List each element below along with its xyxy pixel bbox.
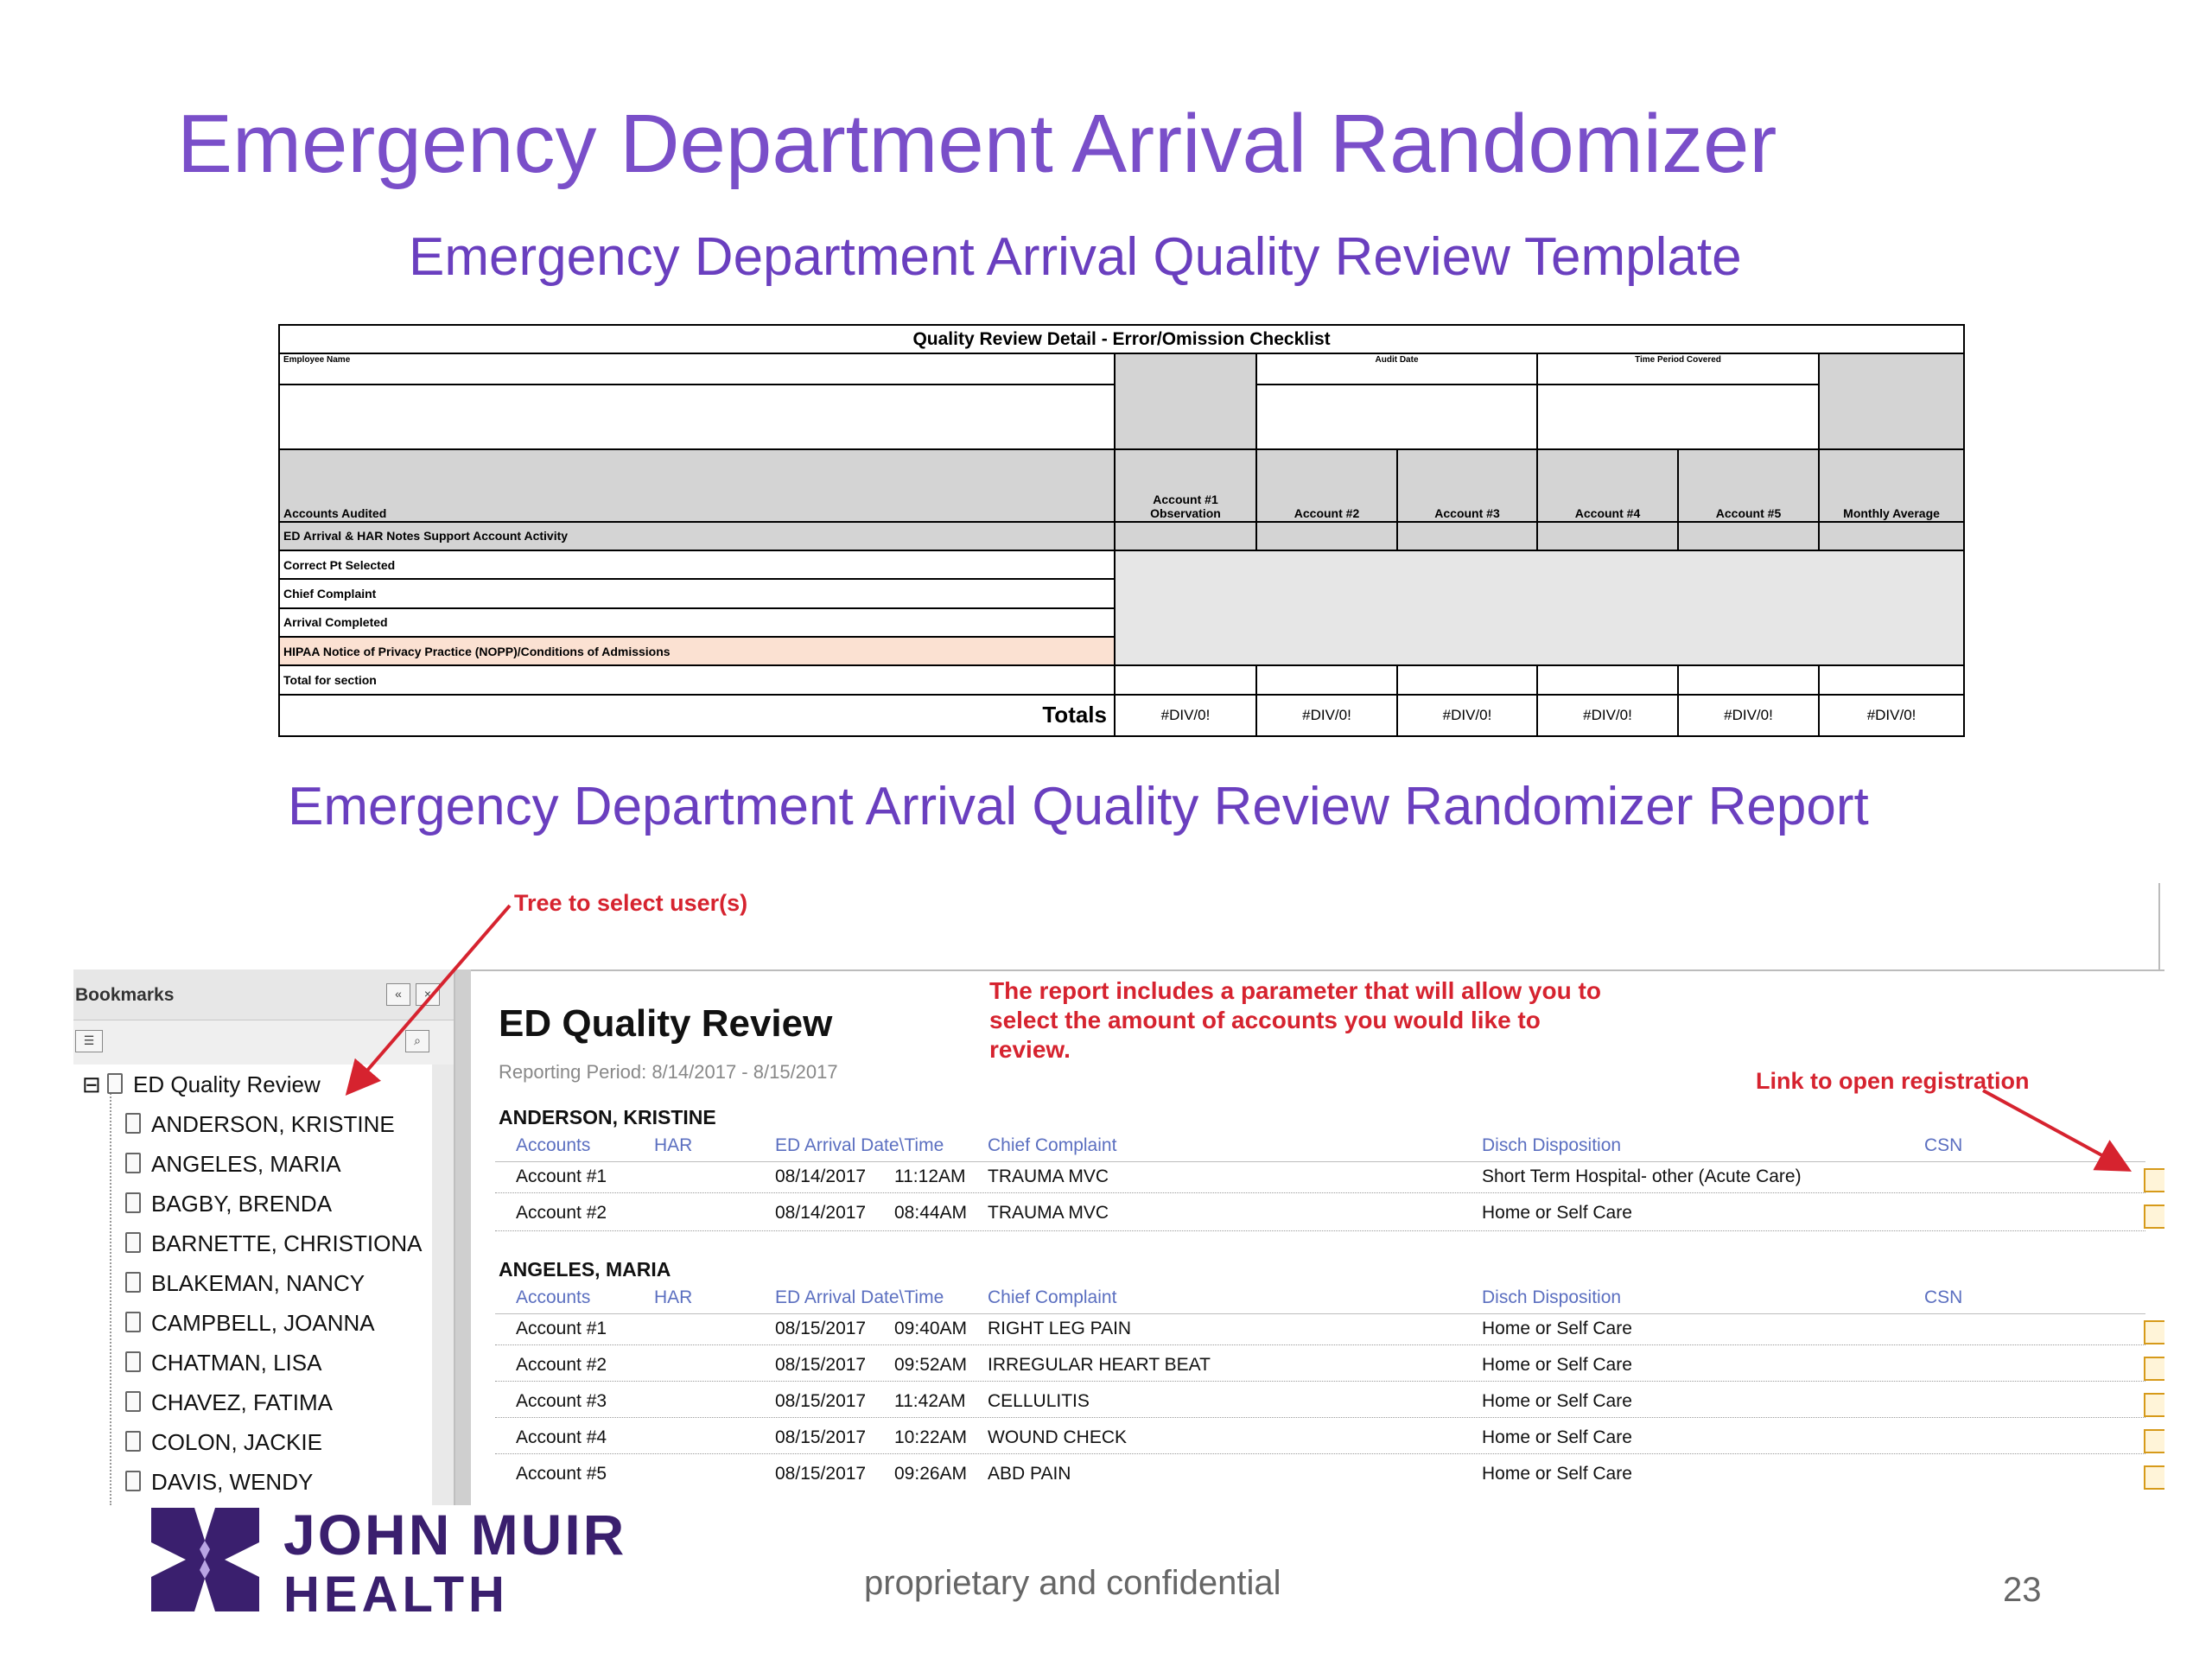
bookmarks-header: Bookmarks <box>75 985 175 1005</box>
time-cell: 08:44AM <box>894 1203 968 1223</box>
account-cell: Account #1 <box>516 1166 607 1186</box>
column-header: Account #4 <box>1537 449 1678 522</box>
date-cell: 08/15/2017 <box>775 1355 867 1375</box>
annotation-arrows <box>73 883 2164 1505</box>
reporting-period: Reporting Period: 8/14/2017 - 8/15/2017 <box>499 1061 838 1083</box>
bookmark-item[interactable]: CAMPBELL, JOANNA <box>125 1310 375 1337</box>
tree-annotation: Tree to select user(s) <box>514 890 748 916</box>
account-cell: Account #4 <box>516 1427 607 1447</box>
column-header: Chief Complaint <box>988 1287 1117 1307</box>
account-cell: Account #3 <box>516 1391 607 1411</box>
time-period-label: Time Period Covered <box>1537 353 1819 384</box>
disposition-cell: Home or Self Care <box>1482 1355 1632 1375</box>
template-subtitle: Emergency Department Arrival Quality Review Template <box>409 227 1742 287</box>
logo-wordmark-sub: HEALTH <box>283 1567 509 1623</box>
report-subtitle: Emergency Department Arrival Quality Review Randomizer Report <box>288 777 1869 836</box>
date-cell: 08/15/2017 <box>775 1319 867 1338</box>
disposition-cell: Short Term Hospital- other (Acute Care) <box>1482 1166 1802 1186</box>
group-name: ANGELES, MARIA <box>499 1258 671 1281</box>
employee-name-field[interactable] <box>279 385 1115 449</box>
audit-date-label: Audit Date <box>1256 353 1537 384</box>
bookmark-search-icon[interactable]: ⌕ <box>405 1030 429 1052</box>
column-header: Disch Disposition <box>1482 1287 1622 1307</box>
column-header: HAR <box>654 1135 693 1155</box>
complaint-cell: TRAUMA MVC <box>988 1203 1109 1223</box>
bookmark-item[interactable]: COLON, JACKIE <box>125 1429 322 1456</box>
bookmark-item[interactable]: DAVIS, WENDY <box>125 1469 313 1496</box>
column-header: CSN <box>1924 1135 1963 1155</box>
column-header: HAR <box>654 1287 693 1307</box>
tree-arrow <box>350 906 510 1090</box>
slide-title: Emergency Department Arrival Randomizer <box>177 98 1777 190</box>
footer-text: proprietary and confidential <box>864 1564 1281 1602</box>
john-muir-logo-icon <box>151 1508 259 1611</box>
disposition-cell: Home or Self Care <box>1482 1319 1632 1338</box>
bookmark-item[interactable]: ANGELES, MARIA <box>125 1151 341 1178</box>
quality-review-template <box>278 324 1963 737</box>
time-cell: 11:12AM <box>894 1166 966 1186</box>
employee-name-label: Employee Name <box>279 353 1115 384</box>
report-title: ED Quality Review <box>499 1002 833 1045</box>
bookmark-root[interactable]: ⊟ ED Quality Review <box>82 1071 321 1097</box>
complaint-cell: CELLULITIS <box>988 1391 1090 1411</box>
column-header: Chief Complaint <box>988 1135 1117 1155</box>
logo-wordmark: JOHN MUIR <box>283 1503 627 1567</box>
group-name: ANDERSON, KRISTINE <box>499 1106 716 1128</box>
column-header: CSN <box>1924 1287 1963 1307</box>
account-cell: Account #1 <box>516 1319 607 1338</box>
options-menu-icon[interactable]: ☰ <box>75 1030 103 1052</box>
close-panel-icon[interactable]: × <box>416 983 440 1006</box>
checklist-row: Correct Pt Selected <box>279 550 1115 579</box>
audit-date-field[interactable] <box>1256 385 1537 449</box>
disposition-cell: Home or Self Care <box>1482 1391 1632 1411</box>
checklist-header: Quality Review Detail - Error/Omission Checklist <box>279 325 1964 353</box>
time-cell: 09:40AM <box>894 1319 968 1338</box>
link-arrow <box>1983 1090 2126 1168</box>
time-cell: 09:52AM <box>894 1355 968 1375</box>
accounts-audited-label: Accounts Audited <box>279 449 1115 522</box>
time-cell: 11:42AM <box>894 1391 966 1411</box>
totals-label: Totals <box>279 695 1115 736</box>
bookmark-item[interactable]: CHATMAN, LISA <box>125 1350 321 1376</box>
complaint-cell: WOUND CHECK <box>988 1427 1127 1447</box>
parameter-annotation: The report includes a parameter that will allow you to select the amount of accounts you would like to review. <box>989 977 1601 1063</box>
total-value: #DIV/0! <box>1819 695 1964 736</box>
bookmark-item[interactable]: BARNETTE, CHRISTIONA <box>125 1230 422 1257</box>
column-header: Account #3 <box>1397 449 1537 522</box>
date-cell: 08/15/2017 <box>775 1464 867 1484</box>
date-cell: 08/14/2017 <box>775 1203 867 1223</box>
disposition-cell: Home or Self Care <box>1482 1464 1632 1484</box>
date-cell: 08/15/2017 <box>775 1427 867 1447</box>
total-value: #DIV/0! <box>1256 695 1397 736</box>
link-annotation: Link to open registration <box>1756 1068 2030 1094</box>
bookmark-item[interactable]: CHAVEZ, FATIMA <box>125 1389 333 1416</box>
disposition-cell: Home or Self Care <box>1482 1427 1632 1447</box>
account-cell: Account #5 <box>516 1464 607 1484</box>
total-value: #DIV/0! <box>1115 695 1256 736</box>
page-number: 23 <box>2003 1571 2042 1609</box>
complaint-cell: ABD PAIN <box>988 1464 1071 1484</box>
checklist-row: HIPAA Notice of Privacy Practice (NOPP)/Conditions of Admissions <box>279 637 1115 665</box>
bookmark-item[interactable]: ANDERSON, KRISTINE <box>125 1111 395 1138</box>
checklist-row: Arrival Completed <box>279 608 1115 637</box>
column-header: Account #5 <box>1678 449 1819 522</box>
complaint-cell: TRAUMA MVC <box>988 1166 1109 1186</box>
column-header: Disch Disposition <box>1482 1135 1622 1155</box>
randomizer-report-screenshot <box>73 883 2164 1505</box>
column-header: Account #1 Observation <box>1115 449 1256 522</box>
checklist-row: Total for section <box>279 665 1115 694</box>
account-cell: Account #2 <box>516 1203 607 1223</box>
column-header: Accounts <box>516 1287 591 1307</box>
collapse-panel-icon[interactable]: « <box>386 983 410 1006</box>
disposition-cell: Home or Self Care <box>1482 1203 1632 1223</box>
column-header: Monthly Average <box>1819 449 1964 522</box>
column-header: ED Arrival Date\Time <box>775 1135 944 1155</box>
total-value: #DIV/0! <box>1678 695 1819 736</box>
complaint-cell: RIGHT LEG PAIN <box>988 1319 1132 1338</box>
column-header: Account #2 <box>1256 449 1397 522</box>
complaint-cell: IRREGULAR HEART BEAT <box>988 1355 1211 1375</box>
total-value: #DIV/0! <box>1537 695 1678 736</box>
time-cell: 09:26AM <box>894 1464 968 1484</box>
bookmark-item[interactable]: BLAKEMAN, NANCY <box>125 1270 365 1297</box>
date-cell: 08/14/2017 <box>775 1166 867 1186</box>
section-label: ED Arrival & HAR Notes Support Account Activity <box>279 522 1115 550</box>
total-value: #DIV/0! <box>1397 695 1537 736</box>
checklist-row: Chief Complaint <box>279 579 1115 607</box>
account-cell: Account #2 <box>516 1355 607 1375</box>
column-header: Accounts <box>516 1135 591 1155</box>
time-period-field[interactable] <box>1537 385 1819 449</box>
date-cell: 08/15/2017 <box>775 1391 867 1411</box>
bookmark-item[interactable]: BAGBY, BRENDA <box>125 1191 332 1217</box>
column-header: ED Arrival Date\Time <box>775 1287 944 1307</box>
time-cell: 10:22AM <box>894 1427 968 1447</box>
